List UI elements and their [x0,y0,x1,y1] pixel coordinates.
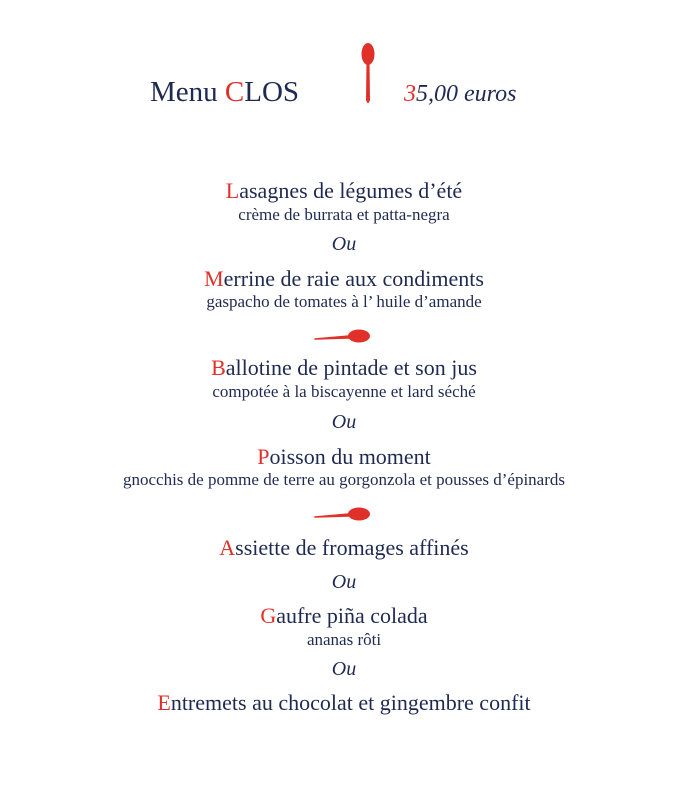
title-lead: Menu [150,76,225,108]
dish-name: oisson du moment [269,444,431,469]
price-rest: 5,00 euros [416,81,517,107]
dish-name: ssiette de fromages affinés [235,535,469,560]
dish-initial: M [204,266,224,291]
dish-initial: L [225,178,240,203]
dish-poisson-garnish: gnocchis de pomme de terre au gorgonzola et pousses d’épinards [122,470,566,489]
dish-poisson [0,444,688,470]
dish-entremets [0,690,688,716]
or-separator: Ou [331,658,357,680]
dish-name: asagnes de légumes d’été [239,178,463,203]
dish-merrine [0,266,688,292]
spoon-icon [313,505,371,523]
dish-initial: A [219,535,236,560]
menu-title [150,76,299,109]
price-initial: 3 [404,81,416,107]
dish-name: allotine de pintade et son jus [225,355,477,380]
dish-lasagnes [0,178,688,204]
spoon-icon [359,42,377,110]
dish-fromages [0,535,688,561]
dish-initial: P [257,444,270,469]
dish-ballotine-garnish: compotée à la biscayenne et lard séché [212,382,476,401]
dish-name: errine de raie aux condiments [223,266,484,291]
or-separator: Ou [331,571,357,593]
dish-name: aufre piña colada [276,603,428,628]
dish-name: ntremets au chocolat et gingembre confit [170,690,531,715]
dish-initial: G [260,603,277,628]
menu-header [0,74,688,114]
spoon-icon [313,327,371,345]
dish-merrine-garnish: gaspacho de tomates à l’ huile d’amande [206,292,482,311]
dish-gaufre-garnish: ananas rôti [306,630,382,649]
menu-price [404,81,516,108]
dish-gaufre [0,603,688,629]
or-separator: Ou [331,233,357,255]
dish-initial: E [157,690,171,715]
title-rest: LOS [244,76,300,108]
or-separator: Ou [331,411,357,433]
dish-initial: B [211,355,226,380]
dish-ballotine [0,355,688,381]
dish-lasagnes-garnish: crème de burrata et patta-negra [238,205,450,224]
title-initial: C [224,76,245,108]
